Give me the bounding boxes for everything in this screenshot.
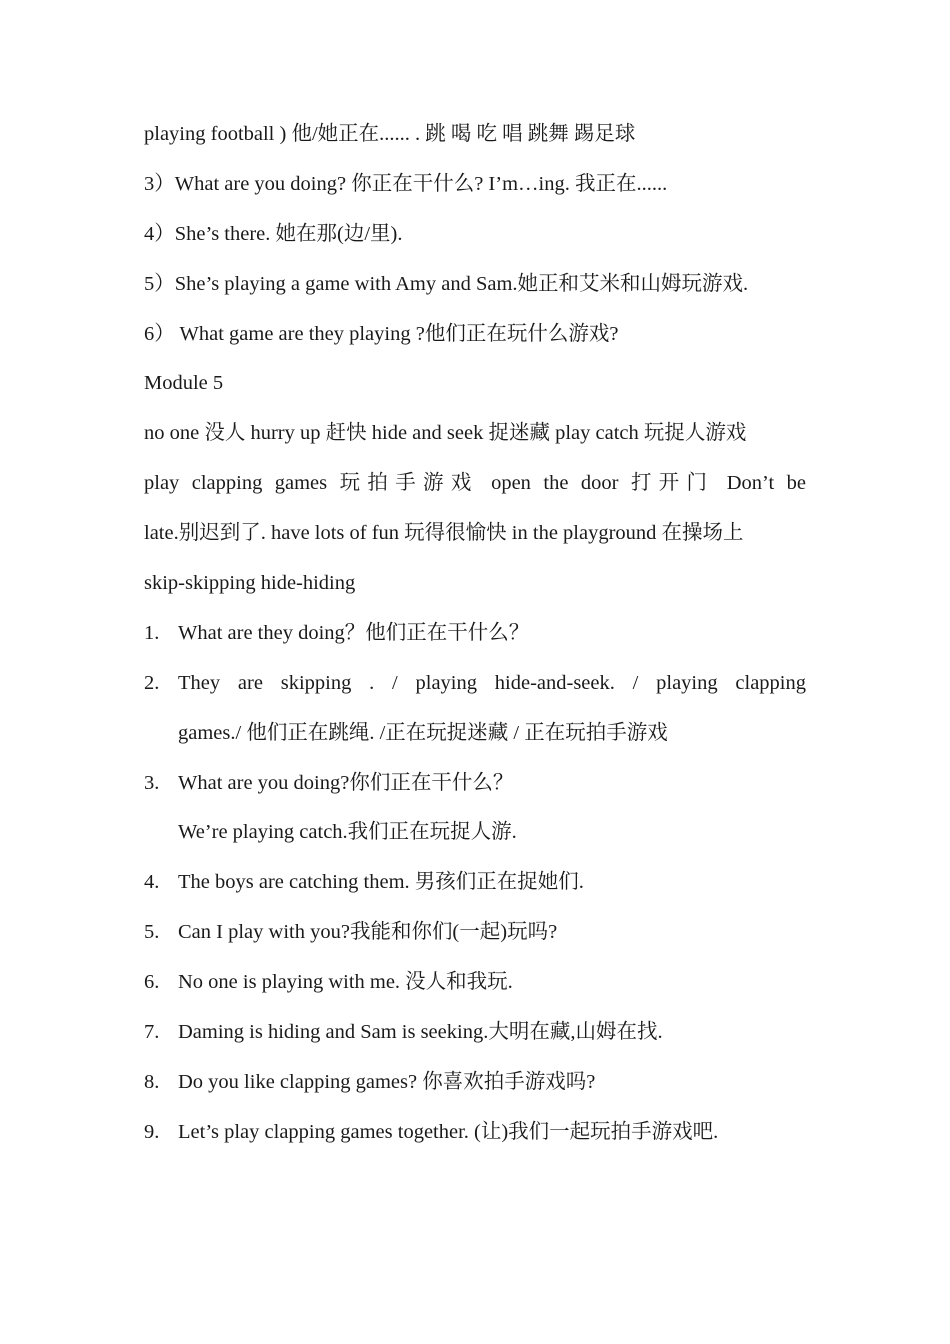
item-text: Can I play with you?我能和你们(一起)玩吗?: [178, 921, 558, 944]
item-number: 4.: [144, 871, 160, 894]
item-number: 5.: [144, 921, 160, 944]
text-line: 3）What are you doing? 你正在干什么? I’m…ing. 我正在......: [144, 172, 668, 195]
item-text: What are they doing？他们正在干什么？: [178, 621, 530, 644]
item-text: They are skipping . / playing hide-and-seek. / playing clapping: [178, 671, 806, 694]
vocab-line: late.别迟到了. have lots of fun 玩得很愉快 in the playground 在操场上: [144, 522, 744, 545]
vocab-line: play clapping games 玩拍手游戏 open the door 打开门 Don’t be: [144, 472, 806, 495]
vocab-line: no one 没人 hurry up 赶快 hide and seek 捉迷藏 play catch 玩捉人游戏: [144, 422, 747, 445]
list-item: [144, 659, 806, 709]
item-number: 8.: [144, 1070, 160, 1093]
item-number: 3.: [144, 771, 160, 794]
item-text: No one is playing with me. 没人和我玩.: [178, 971, 513, 994]
vocab-line: skip-skipping hide-hiding: [144, 572, 356, 595]
item-text: Do you like clapping games? 你喜欢拍手游戏吗?: [178, 1070, 596, 1093]
item-number: 7.: [144, 1021, 160, 1044]
text-line: 6） What game are they playing ?他们正在玩什么游戏?: [144, 322, 619, 345]
item-number: 9.: [144, 1120, 160, 1143]
list-item: [144, 958, 806, 1008]
item-number: 6.: [144, 971, 160, 994]
item-continuation: games./ 他们正在跳绳. /正在玩捉迷藏 / 正在玩拍手游戏: [178, 721, 668, 744]
list-item: [144, 908, 806, 958]
item-text: Daming is hiding and Sam is seeking.大明在藏,山姆在找.: [178, 1021, 663, 1044]
section-heading: Module 5: [144, 372, 224, 395]
text-line: playing football ) 他/她正在...... . 跳 喝 吃 唱 跳舞 踢足球: [144, 123, 636, 145]
item-number: 2.: [144, 671, 160, 694]
text-line: 5）She’s playing a game with Amy and Sam.她正和艾米和山姆玩游戏.: [144, 272, 749, 295]
text-line: 4）She’s there. 她在那(边/里).: [144, 222, 403, 245]
item-continuation: We’re playing catch.我们正在玩捉人游.: [178, 821, 517, 844]
list-item: [144, 1008, 806, 1058]
list-item: [144, 858, 806, 908]
list-item: [144, 609, 806, 659]
document-page: [144, 110, 806, 1158]
item-text: Let’s play clapping games together. (让)我们一起玩拍手游戏吧.: [178, 1120, 719, 1143]
item-number: 1.: [144, 621, 160, 644]
item-text: The boys are catching them. 男孩们正在捉她们.: [178, 871, 584, 894]
list-item: [144, 1058, 806, 1108]
item-text: What are you doing?你们正在干什么？: [178, 771, 514, 794]
list-item: [144, 1108, 806, 1158]
list-item: [144, 759, 806, 809]
